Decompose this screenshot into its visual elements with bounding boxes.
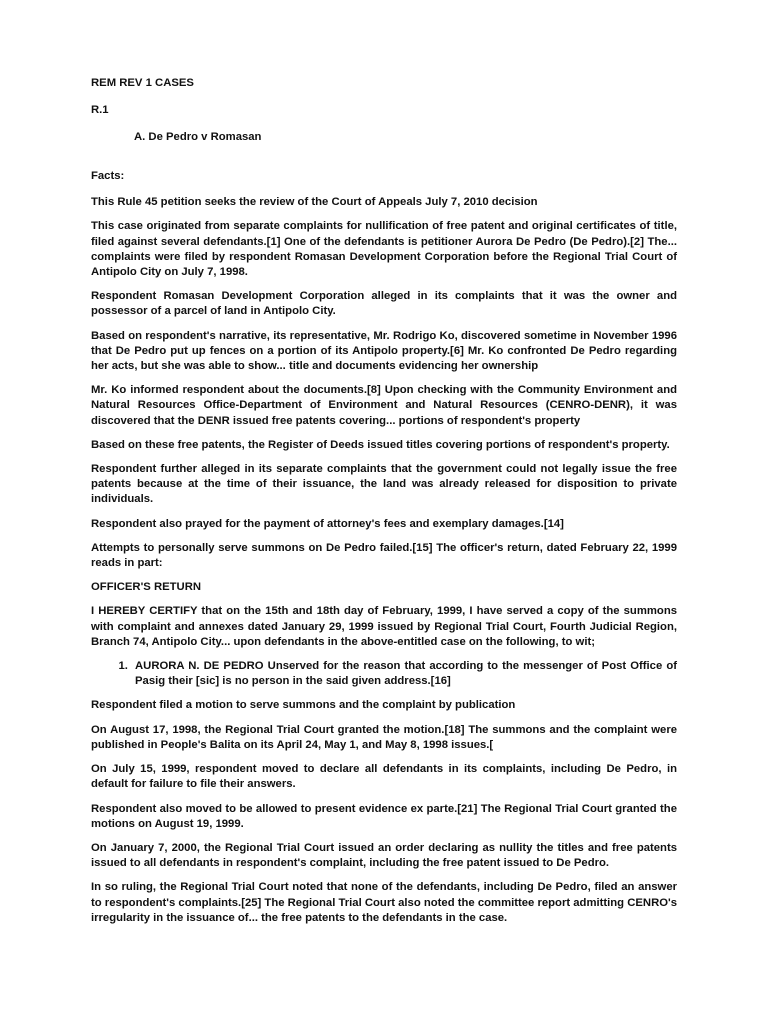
paragraph: Respondent also prayed for the payment of attorney's fees and exemplary damages.[14] (91, 517, 564, 530)
paragraph: In so ruling, the Regional Trial Court noted that none of the defendants, including De Pedro, filed an answer to respondent's complaints.[25] The Regional Trial Court also noted the committee report admitting CENRO's irregularity in the issuance of... the free patents to the defendants in the case. (91, 881, 677, 924)
facts-label: Facts: (91, 170, 125, 182)
paragraph: This Rule 45 petition seeks the review of the Court of Appeals July 7, 2010 decision (91, 196, 538, 209)
paragraph: Respondent filed a motion to serve summons and the complaint by publication (91, 699, 516, 712)
paragraph: Attempts to personally serve summons on De Pedro failed.[15] The officer's return, dated February 22, 1999 reads in part: (91, 541, 677, 570)
paragraph: Respondent also moved to be allowed to present evidence ex parte.[21] The Regional Trial Court granted the motions on August 19, 1999. (91, 802, 677, 830)
rule-heading: R.1 (91, 104, 109, 116)
certify-paragraph: I HEREBY CERTIFY that on the 15th and 18th day of February, 1999, I have served a copy of the summons with complaint and annexes dated January 29, 1999 issued by Regional Trial Court, Fourth Judicial Region, Branch 74, Antipolo City... upon defendants in the above-entitled case on the following, to wit; (91, 605, 677, 648)
paragraph: Based on these free patents, the Register of Deeds issued titles covering portions of respondent's property. (91, 438, 670, 451)
paragraph: On January 7, 2000, the Regional Trial Court issued an order declaring as nullity the titles and free patents issued to all defendants in respondent's complaint, including the free patent issued to De Pedro. (91, 841, 677, 870)
officers-return-label: OFFICER'S RETURN (91, 581, 202, 594)
served-list (91, 659, 677, 689)
paragraph: Respondent further alleged in its separate complaints that the government could not legally issue the free patents because at the time of their issuance, the land was already released for disposition to private individuals. (91, 463, 677, 506)
paragraph: This case originated from separate complaints for nullification of free patent and original certificates of title, filed against several defendants.[1] One of the defendants is petitioner Aurora De Pedro (De Pedro).[2] The... complaints were filed by respondent Romasan Development Corporation before the Regional Trial Court of Antipolo City on July 7, 1998. (91, 220, 677, 279)
paragraph: Based on respondent's narrative, its representative, Mr. Rodrigo Ko, discovered sometime in November 1996 that De Pedro put up fences on a portion of its Antipolo property.[6] Mr. Ko confronted De Pedro regarding her acts, but she was able to show... title and documents evidencing her ownership (91, 329, 677, 373)
list-item: 1. AURORA N. DE PEDRO Unserved for the reason that according to the messenger of Post Office of Pasig their [sic] is no person in the said given address.[16] (131, 659, 677, 689)
paragraph: Respondent Romasan Development Corporation alleged in its complaints that it was the owner and possessor of a parcel of land in Antipolo City. (91, 290, 677, 318)
paragraph: Mr. Ko informed respondent about the documents.[8] Upon checking with the Community Environment and Natural Resources Office-Department of Environment and Natural Resources (CENRO-DENR), it was discovered that the DENR issued free patents covering... portions of respondent's property (91, 384, 677, 427)
paragraph: On July 15, 1999, respondent moved to declare all defendants in its complaints, including De Pedro, in default for failure to file their answers. (91, 763, 677, 791)
case-title: A. De Pedro v Romasan (134, 131, 262, 143)
document-title: REM REV 1 CASES (91, 77, 194, 89)
paragraph: On August 17, 1998, the Regional Trial Court granted the motion.[18] The summons and the complaint were published in People's Balita on its April 24, May 1, and May 8, 1998 issues.[ (91, 723, 677, 751)
